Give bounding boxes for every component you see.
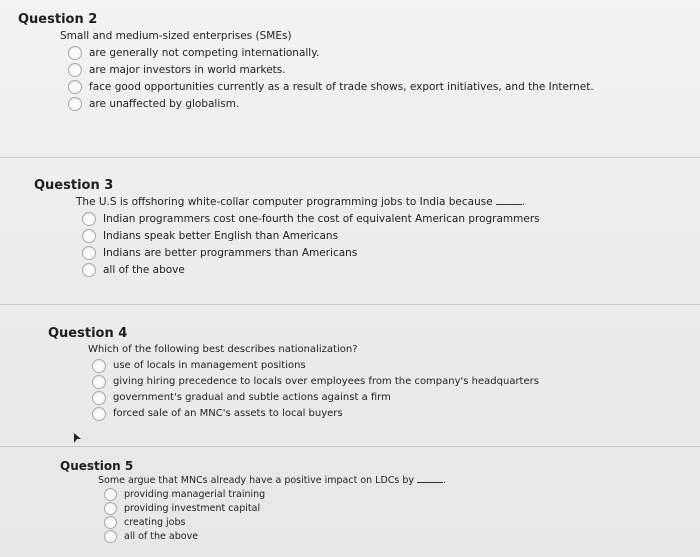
radio-button[interactable] — [82, 212, 96, 226]
answer-blank — [496, 204, 522, 205]
question-text: The U.S is offshoring white-collar computer programming jobs to India because . — [76, 196, 526, 208]
option-label: are major investors in world markets. — [89, 64, 286, 76]
option-row[interactable] — [92, 391, 539, 405]
question-text: Some argue that MNCs already have a positive impact on LDCs by . — [98, 475, 447, 486]
radio-button[interactable] — [68, 80, 82, 94]
option-label: government's gradual and subtle actions against a firm — [113, 392, 391, 403]
question-title: Question 4 — [48, 326, 128, 341]
option-label: use of locals in management positions — [113, 360, 306, 371]
option-row[interactable] — [82, 263, 540, 277]
option-label: creating jobs — [124, 516, 186, 528]
radio-button[interactable] — [104, 516, 117, 529]
option-label: Indians are better programmers than Americans — [103, 247, 358, 259]
divider — [0, 446, 700, 447]
option-row[interactable] — [68, 80, 594, 94]
option-label: all of the above — [103, 264, 185, 276]
option-label: giving hiring precedence to locals over employees from the company's headquarters — [113, 376, 539, 387]
question-5 — [60, 458, 446, 543]
option-row[interactable] — [104, 516, 446, 529]
question-title: Question 3 — [34, 178, 114, 193]
option-row[interactable] — [104, 488, 446, 501]
option-label: are generally not competing internationally. — [89, 47, 320, 59]
option-row[interactable] — [82, 212, 540, 226]
radio-button[interactable] — [82, 246, 96, 260]
radio-button[interactable] — [104, 502, 117, 515]
answer-blank — [417, 482, 443, 483]
radio-button[interactable] — [92, 407, 106, 421]
radio-button[interactable] — [104, 530, 117, 543]
question-title: Question 2 — [18, 12, 98, 27]
radio-button[interactable] — [68, 63, 82, 77]
option-row[interactable] — [104, 502, 446, 515]
option-label: are unaffected by globalism. — [89, 98, 240, 110]
question-title: Question 5 — [60, 459, 134, 473]
radio-button[interactable] — [92, 391, 106, 405]
option-row[interactable] — [82, 246, 540, 260]
mouse-pointer-icon — [72, 432, 82, 444]
divider — [0, 157, 700, 158]
option-label: Indian programmers cost one-fourth the cost of equivalent American programmers — [103, 213, 540, 225]
divider — [0, 304, 700, 305]
option-label: all of the above — [124, 530, 199, 542]
option-label: providing managerial training — [124, 488, 266, 500]
option-row[interactable] — [68, 46, 594, 60]
radio-button[interactable] — [104, 488, 117, 501]
option-row[interactable] — [92, 407, 539, 421]
radio-button[interactable] — [92, 375, 106, 389]
question-text: Which of the following best describes nationalization? — [88, 344, 358, 355]
option-row[interactable] — [82, 229, 540, 243]
radio-button[interactable] — [82, 229, 96, 243]
option-row[interactable] — [68, 63, 594, 77]
option-row[interactable] — [92, 359, 539, 373]
option-label: providing investment capital — [124, 502, 261, 514]
question-4 — [48, 326, 539, 421]
radio-button[interactable] — [92, 359, 106, 373]
radio-button[interactable] — [82, 263, 96, 277]
question-text: Small and medium-sized enterprises (SMEs) — [60, 30, 292, 42]
option-label: Indians speak better English than Americans — [103, 230, 339, 242]
radio-button[interactable] — [68, 97, 82, 111]
question-2 — [18, 12, 594, 111]
option-label: face good opportunities currently as a result of trade shows, export initiatives, and the Internet. — [89, 81, 594, 93]
option-row[interactable] — [68, 97, 594, 111]
option-row[interactable] — [92, 375, 539, 389]
question-3 — [34, 178, 540, 277]
option-label: forced sale of an MNC's assets to local buyers — [113, 408, 343, 419]
radio-button[interactable] — [68, 46, 82, 60]
option-row[interactable] — [104, 530, 446, 543]
